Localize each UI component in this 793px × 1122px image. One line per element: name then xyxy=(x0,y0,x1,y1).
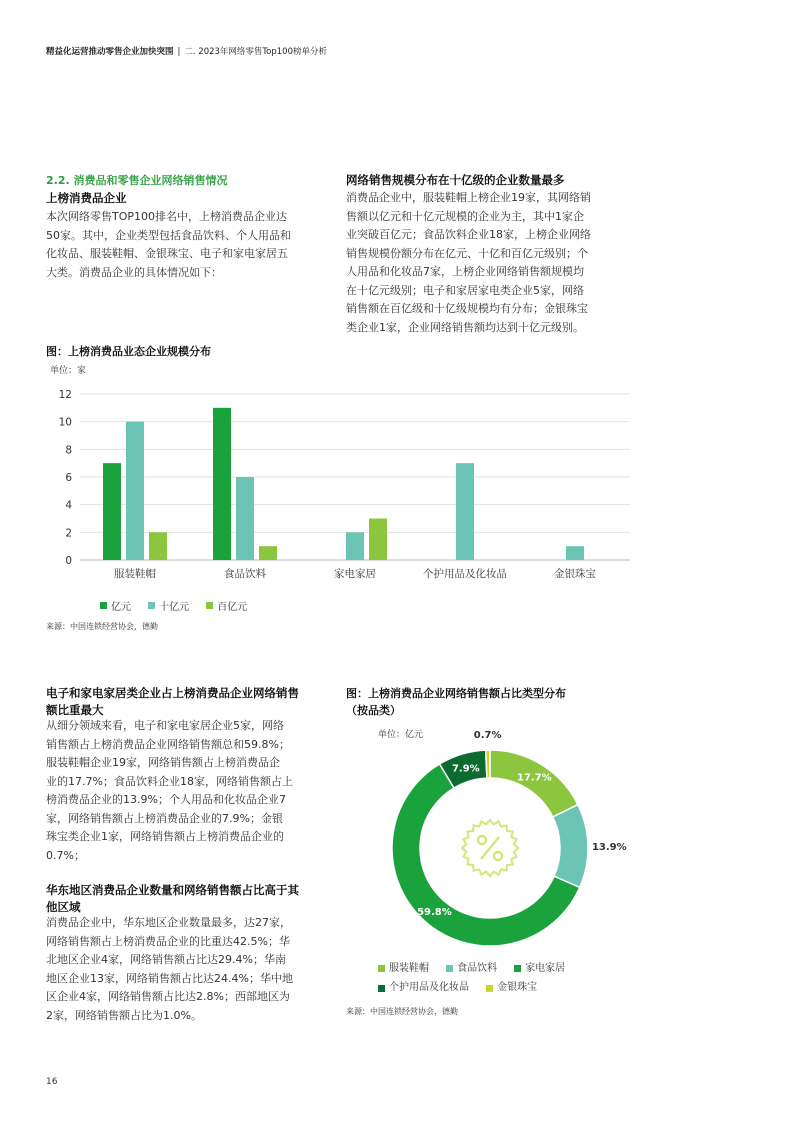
heading-line: 电子和家电家居类企业占上榜消费品企业网络销售 xyxy=(46,686,299,700)
bar xyxy=(103,463,121,560)
y-tick-label: 2 xyxy=(65,527,72,540)
legend-label: 食品饮料 xyxy=(457,962,498,974)
text-line: 区企业4家，网络销售额占比达2.8%；西部地区为 xyxy=(46,990,290,1003)
legend-swatch-food xyxy=(446,965,453,972)
legend-swatch-personal-care xyxy=(378,985,385,992)
text-line: 类企业1家，企业网络销售额均达到十亿元级别。 xyxy=(346,320,584,334)
bar-chart-unit: 单位：家 xyxy=(50,366,87,376)
y-tick-label: 0 xyxy=(65,555,72,567)
x-tick-label: 食品饮料 xyxy=(224,568,266,580)
legend-swatch-appliance xyxy=(514,965,521,972)
bar xyxy=(213,408,231,560)
heading-line: 额比重最大 xyxy=(46,703,104,717)
x-tick-label: 个护用品及化妆品 xyxy=(423,568,507,580)
text-line: 人用品和化妆品7家，上榜企业网络销售额规模均 xyxy=(346,265,584,278)
electronics-paragraph xyxy=(46,717,336,865)
legend-label: 亿元 xyxy=(111,602,131,613)
slice-label: 17.7% xyxy=(516,772,552,784)
donut-chart-unit: 单位：亿元 xyxy=(378,730,424,740)
text-line: 榜消费品企业的13.9%；个人用品和化妆品企业7 xyxy=(46,793,286,806)
text-line: 业突破百亿元；食品饮料企业18家，上榜企业网络 xyxy=(346,228,591,241)
text-line: 服装鞋帽企业19家，网络销售额占上榜消费品企 xyxy=(46,756,280,769)
section-title: 2.2. 消费品和零售企业网络销售情况 xyxy=(46,174,228,187)
y-tick-label: 8 xyxy=(65,444,72,457)
slice-label: 7.9% xyxy=(451,763,480,775)
legend-label: 百亿元 xyxy=(217,602,248,613)
legend-swatch-baiyiyuan xyxy=(206,602,213,609)
donut-slice xyxy=(553,805,588,888)
text-line: 珠宝类企业1家，网络销售额占上榜消费品企业的 xyxy=(46,830,284,843)
text-line: 消费品企业中，华东地区企业数量最多，达27家， xyxy=(46,916,291,929)
bar xyxy=(126,422,144,560)
text-line: 从细分领域来看，电子和家电家居企业5家，网络 xyxy=(46,719,284,732)
text-line: 大类。消费品企业的具体情况如下： xyxy=(46,265,222,279)
text-line: 销售额在百亿级和十亿级规模均有分布；金银珠宝 xyxy=(346,302,588,315)
x-tick-label: 家电家居 xyxy=(334,568,376,580)
header-section: 二. 2023年网络零售Top100榜单分析 xyxy=(184,47,327,57)
text-line: 在十亿元级别；电子和家居家电类企业5家，网络 xyxy=(346,283,584,297)
bar xyxy=(566,546,584,560)
text-line: 消费品企业中，服装鞋帽上榜企业19家，其网络销 xyxy=(346,191,591,204)
x-tick-label: 金银珠宝 xyxy=(554,568,596,580)
x-tick-label: 服装鞋帽 xyxy=(114,568,156,580)
text-line: 地区企业13家，网络销售额占比达24.4%；华中地 xyxy=(46,971,293,985)
legend-label: 十亿元 xyxy=(159,602,190,613)
legend-swatch-yiyuan xyxy=(100,602,107,609)
donut-chart-legend xyxy=(378,958,638,997)
heading-line: 他区域 xyxy=(46,900,81,914)
text-line: 本次网络零售TOP100排名中，上榜消费品企业达 xyxy=(46,210,288,223)
text-line: 化妆品、服装鞋帽、金银珠宝、电子和家电家居五 xyxy=(46,247,288,260)
text-line: 50家。其中，企业类型包括食品饮料、个人用品和 xyxy=(46,228,291,242)
legend-item xyxy=(378,960,429,978)
legend-swatch-shiyiyuan xyxy=(148,602,155,609)
legend-item xyxy=(514,960,565,978)
text-line: 销售额占上榜消费品企业网络销售额总和59.8%； xyxy=(46,737,290,751)
text-line: 家，网络销售额占上榜消费品企业的7.9%；金银 xyxy=(46,811,283,825)
header-title: 精益化运营推动零售企业加快突围 xyxy=(46,47,174,57)
legend-label: 服装鞋帽 xyxy=(389,962,429,974)
bar xyxy=(346,532,364,560)
legend-item xyxy=(206,598,247,613)
legend-item xyxy=(378,979,469,997)
y-tick-label: 4 xyxy=(65,499,72,512)
bar xyxy=(236,477,254,560)
text-line: 售额以亿元和十亿元规模的企业为主，其中1家企 xyxy=(346,209,584,223)
title-line: 图：上榜消费品企业网络销售额占比类型分布 xyxy=(346,687,566,700)
header-separator: | xyxy=(177,47,181,57)
percent-badge-icon xyxy=(448,806,532,890)
heading-line: 华东地区消费品企业数量和网络销售额占比高于其 xyxy=(46,883,299,897)
donut-slice xyxy=(486,750,490,778)
y-tick-label: 10 xyxy=(58,416,72,429)
bar-chart-source: 来源：中国连锁经营协会，德勤 xyxy=(46,622,158,631)
slice-label: 0.7% xyxy=(473,730,502,742)
text-line: 0.7%； xyxy=(46,848,85,862)
scale-heading: 网络销售规模分布在十亿级的企业数量最多 xyxy=(346,173,565,187)
bar xyxy=(149,532,167,560)
legend-swatch-jewelry xyxy=(486,985,493,992)
legend-item xyxy=(486,979,537,997)
page-number: 16 xyxy=(46,1077,58,1087)
slice-label: 13.9% xyxy=(591,841,627,853)
y-tick-label: 6 xyxy=(65,472,72,484)
slice-label: 59.8% xyxy=(417,907,452,919)
text-line: 销售规模份额分布在亿元、十亿和百亿元级别；个 xyxy=(346,246,588,260)
consumer-heading: 上榜消费品企业 xyxy=(46,191,127,205)
consumer-paragraph xyxy=(46,208,336,282)
bar xyxy=(259,546,277,560)
bar-chart-title: 图：上榜消费品业态企业规模分布 xyxy=(46,345,211,358)
legend-label: 家电家居 xyxy=(525,962,566,974)
legend-item xyxy=(446,960,497,978)
legend-swatch-apparel xyxy=(378,965,385,972)
bar-chart xyxy=(46,378,646,588)
donut-chart-source: 来源：中国连锁经营协会，德勤 xyxy=(346,1007,458,1016)
text-line: 北地区企业4家，网络销售额占比达29.4%；华南 xyxy=(46,953,286,966)
region-paragraph xyxy=(46,914,336,1025)
legend-label: 个护用品及化妆品 xyxy=(389,982,469,993)
legend-label: 金银珠宝 xyxy=(497,982,538,993)
donut-chart-title xyxy=(346,685,566,719)
text-line: 业的17.7%；食品饮料企业18家，网络销售额占上 xyxy=(46,774,293,788)
y-tick-label: 12 xyxy=(58,389,72,401)
electronics-heading xyxy=(46,685,299,719)
bar xyxy=(369,519,387,561)
text-line: 2家，网络销售额占比为1.0%。 xyxy=(46,1008,202,1022)
legend-item xyxy=(100,598,131,613)
bar xyxy=(456,463,474,560)
scale-paragraph xyxy=(346,189,646,337)
bar-chart-legend xyxy=(100,594,259,613)
region-heading xyxy=(46,882,299,916)
title-line: （按品类） xyxy=(346,704,401,717)
legend-item xyxy=(148,598,189,613)
running-header xyxy=(46,45,327,57)
text-line: 网络销售额占上榜消费品企业的比重达42.5%；华 xyxy=(46,934,290,948)
